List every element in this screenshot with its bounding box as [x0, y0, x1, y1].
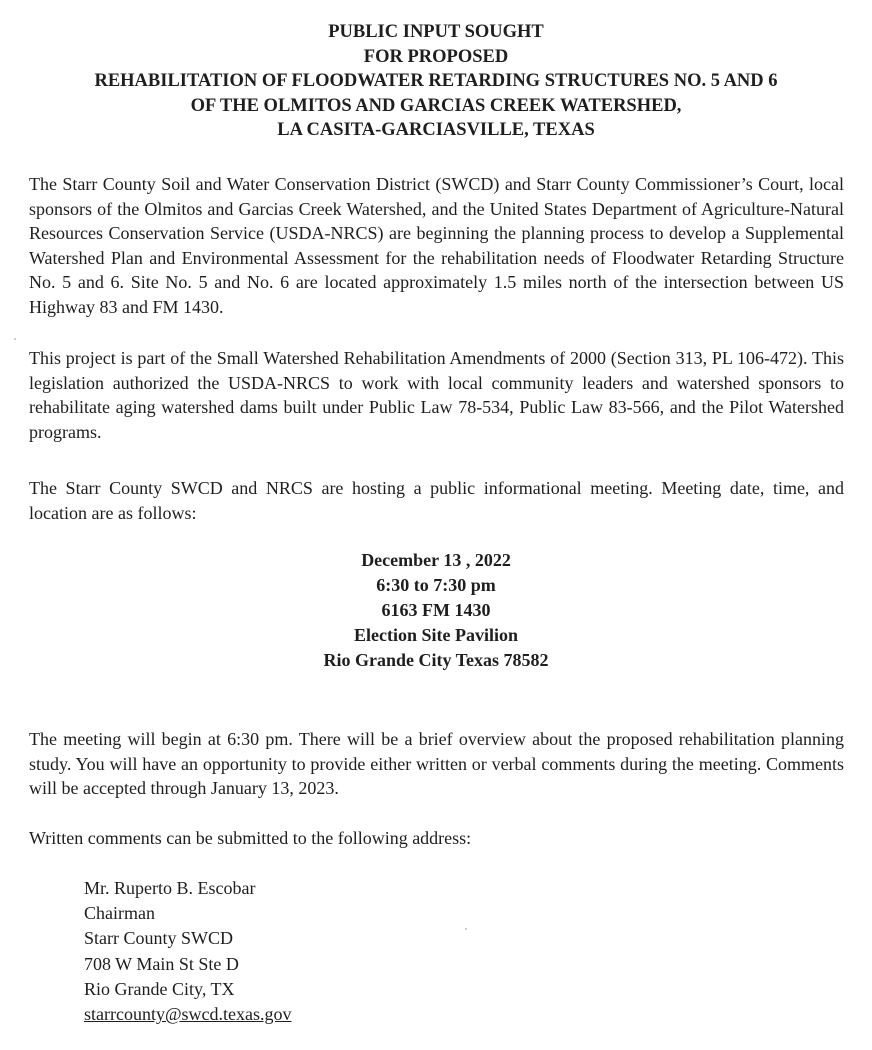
title-line-4: OF THE OLMITOS AND GARCIAS CREEK WATERSHED, [190, 95, 682, 116]
title-line-1: PUBLIC INPUT SOUGHT [328, 22, 544, 42]
meeting-address: 6163 FM 1430 [381, 600, 491, 620]
meeting-info-paragraph: The meeting will begin at 6:30 pm. There will be a brief overview about the proposed rehabilitation planning study. You will have an opportunity to provide either written or verbal comments during the meeting. Comments will be accepted through January 13, 2023. [29, 729, 844, 799]
meeting-venue: Election Site Pavilion [354, 625, 518, 645]
title-line-2: FOR PROPOSED [363, 46, 509, 67]
title-line-5: LA CASITA-GARCIASVILLE, TEXAS [277, 120, 595, 140]
meeting-details [0, 548, 872, 673]
intro-paragraph: The Starr County Soil and Water Conservation District (SWCD) and Starr County Commissioner’s Court, local sponsors of the Olmitos and Garcias Creek Watershed, and the United States Department of Agriculture-Natural Resources Conservation Service (USDA-NRCS) are beginning the planning process to develop a Supplemental Watershed Plan and Environmental Assessment for the rehabilitation needs of Floodwater Retarding Structure No. 5 and 6. Site No. 5 and No. 6 are located approximately 1.5 miles north of the intersection between US Highway 83 and FM 1430. [29, 174, 844, 317]
meeting-date: December 13 , 2022 [361, 550, 511, 570]
contact-street: 708 W Main St Ste D [84, 953, 239, 974]
scan-speck [14, 338, 16, 340]
meeting-city: Rio Grande City Texas 78582 [323, 650, 549, 670]
contact-address [84, 876, 292, 1027]
written-comments-paragraph: Written comments can be submitted to the following address: [29, 828, 472, 848]
title-line-3: REHABILITATION OF FLOODWATER RETARDING STRUCTURES NO. 5 AND 6 [94, 71, 778, 91]
hosting-paragraph: The Starr County SWCD and NRCS are hosting a public informational meeting. Meeting date, time, and location are as follows: [29, 478, 844, 523]
contact-name: Mr. Ruperto B. Escobar [84, 878, 256, 898]
contact-title: Chairman [84, 903, 155, 924]
scan-speck [465, 928, 467, 930]
project-paragraph: This project is part of the Small Watershed Rehabilitation Amendments of 2000 (Section 313, PL 106-472). This legislation authorized the USDA-NRCS to work with local community leaders and watershed sponsors to rehabilitate aging watershed dams built under Public Law 78-534, Public Law 83-566, and the Pilot Watershed programs. [29, 348, 844, 442]
contact-city: Rio Grande City, TX [84, 978, 235, 999]
notice-title [0, 20, 872, 143]
contact-email-link[interactable]: starrcounty@swcd.texas.gov [84, 1004, 292, 1025]
meeting-time: 6:30 to 7:30 pm [376, 575, 496, 595]
contact-org: Starr County SWCD [84, 928, 234, 949]
